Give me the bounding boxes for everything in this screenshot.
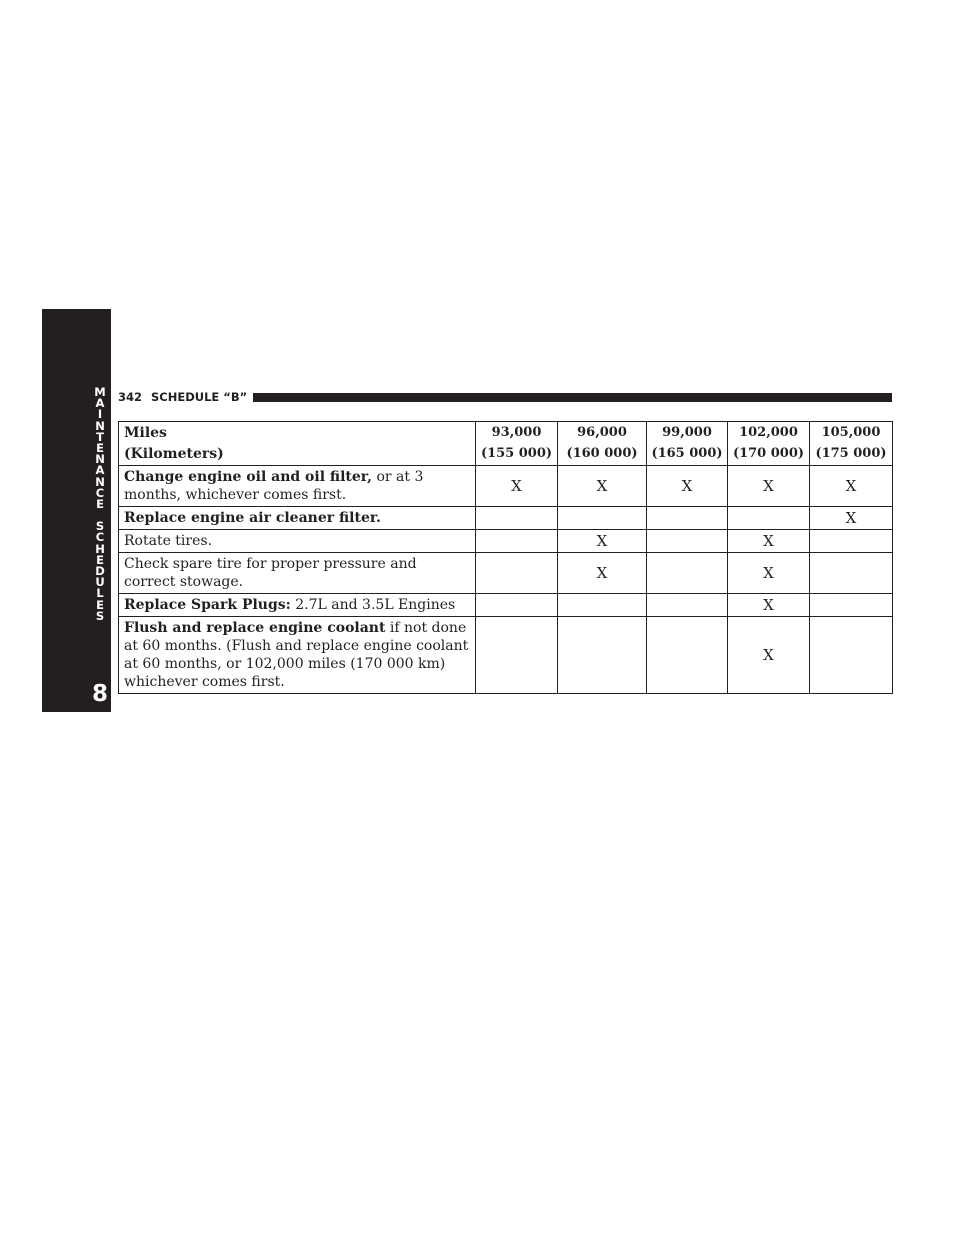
service-mark bbox=[810, 553, 893, 594]
side-tab-letter: E bbox=[96, 496, 104, 511]
service-mark: X bbox=[728, 530, 810, 553]
service-description bbox=[119, 553, 476, 594]
side-tab-letter: C bbox=[95, 485, 105, 500]
service-mark bbox=[558, 617, 647, 694]
service-mark bbox=[728, 507, 810, 530]
service-mark: X bbox=[728, 553, 810, 594]
service-text: 2.7L and 3.5L Engines bbox=[290, 597, 456, 613]
service-mark: X bbox=[558, 466, 647, 507]
service-text: Check spare tire for proper pressure and correct stowage. bbox=[124, 556, 417, 590]
header-rule bbox=[253, 393, 892, 402]
service-mark bbox=[647, 594, 728, 617]
side-tab-letter: N bbox=[95, 418, 105, 433]
service-text: if not done at 60 months. (Flush and replace engine coolant at 60 months, or 102,000 miles (170 000 km) whichever comes first. bbox=[124, 620, 469, 690]
interval-km: (165 000) bbox=[651, 445, 723, 461]
side-tab-letter: E bbox=[96, 597, 104, 612]
service-mark: X bbox=[728, 617, 810, 694]
side-tab-letter: C bbox=[95, 530, 105, 545]
page-title: SCHEDULE “B” bbox=[151, 390, 248, 404]
service-mark bbox=[476, 594, 558, 617]
interval-header-cell bbox=[810, 422, 893, 466]
service-mark bbox=[558, 507, 647, 530]
side-tab-letter: N bbox=[95, 452, 105, 467]
service-mark bbox=[647, 553, 728, 594]
side-tab-letter: A bbox=[95, 463, 105, 478]
side-tab-letter: E bbox=[96, 552, 104, 567]
service-mark bbox=[810, 617, 893, 694]
interval-miles: 99,000 bbox=[662, 425, 712, 440]
service-bold-text: Flush and replace engine coolant bbox=[124, 620, 386, 636]
table-row bbox=[119, 617, 893, 694]
service-mark bbox=[647, 617, 728, 694]
interval-header-cell bbox=[558, 422, 647, 466]
service-mark: X bbox=[810, 507, 893, 530]
service-bold-text: Replace engine air cleaner filter. bbox=[124, 510, 381, 526]
interval-km: (175 000) bbox=[815, 445, 887, 461]
service-description bbox=[119, 507, 476, 530]
interval-miles: 102,000 bbox=[739, 425, 798, 440]
side-tab-letter: L bbox=[96, 586, 104, 601]
service-description bbox=[119, 617, 476, 694]
chapter-side-tab bbox=[42, 309, 111, 712]
service-mark bbox=[476, 530, 558, 553]
table-row bbox=[119, 553, 893, 594]
service-bold-text: Change engine oil and oil filter, bbox=[124, 469, 373, 485]
table-row bbox=[119, 594, 893, 617]
interval-header-cell bbox=[728, 422, 810, 466]
service-mark: X bbox=[476, 466, 558, 507]
side-tab-letter: U bbox=[95, 575, 105, 590]
service-text: Rotate tires. bbox=[124, 533, 213, 549]
interval-miles: 96,000 bbox=[577, 425, 627, 440]
side-tab-letter: H bbox=[95, 541, 105, 556]
side-tab-letter: T bbox=[96, 429, 104, 444]
service-mark bbox=[476, 507, 558, 530]
page-number: 342 bbox=[118, 390, 143, 404]
interval-km: (155 000) bbox=[480, 445, 553, 461]
side-tab-letter: M bbox=[94, 385, 106, 399]
side-tab-letter: A bbox=[95, 396, 105, 411]
service-description bbox=[119, 594, 476, 617]
service-mark bbox=[810, 530, 893, 553]
table-row bbox=[119, 507, 893, 530]
table-header-row bbox=[119, 422, 893, 466]
service-mark bbox=[558, 594, 647, 617]
service-mark bbox=[476, 553, 558, 594]
interval-km: (160 000) bbox=[566, 445, 638, 461]
service-mark: X bbox=[558, 553, 647, 594]
service-mark bbox=[647, 530, 728, 553]
service-text: or at 3 months, whichever comes first. bbox=[124, 469, 424, 503]
maintenance-schedule-table bbox=[118, 421, 893, 694]
side-tab-letter: S bbox=[95, 519, 105, 534]
interval-miles: 93,000 bbox=[491, 425, 542, 440]
table-row bbox=[119, 530, 893, 553]
service-mark: X bbox=[728, 594, 810, 617]
service-mark bbox=[810, 594, 893, 617]
interval-header-cell bbox=[476, 422, 558, 466]
kilometers-label: (Kilometers) bbox=[124, 445, 224, 462]
service-mark bbox=[476, 617, 558, 694]
side-tab-letter: E bbox=[96, 440, 104, 455]
interval-header-cell bbox=[647, 422, 728, 466]
side-tab-letter: I bbox=[97, 407, 103, 422]
service-mark bbox=[647, 507, 728, 530]
service-mark: X bbox=[728, 466, 810, 507]
side-tab-letters bbox=[92, 387, 108, 622]
table-row bbox=[119, 466, 893, 507]
service-mark: X bbox=[647, 466, 728, 507]
service-description bbox=[119, 466, 476, 507]
side-tab-letter: D bbox=[95, 564, 105, 578]
page-header bbox=[118, 390, 892, 404]
side-tab-letter: N bbox=[95, 474, 105, 489]
side-tab-letter: S bbox=[95, 608, 105, 623]
chapter-number: 8 bbox=[91, 681, 108, 707]
interval-miles: 105,000 bbox=[821, 425, 881, 440]
service-description bbox=[119, 530, 476, 553]
service-bold-text: Replace Spark Plugs: bbox=[124, 597, 291, 613]
interval-km: (170 000) bbox=[732, 445, 805, 461]
service-mark: X bbox=[558, 530, 647, 553]
miles-header-cell bbox=[119, 422, 476, 466]
miles-label: Miles bbox=[124, 425, 167, 441]
service-mark: X bbox=[810, 466, 893, 507]
